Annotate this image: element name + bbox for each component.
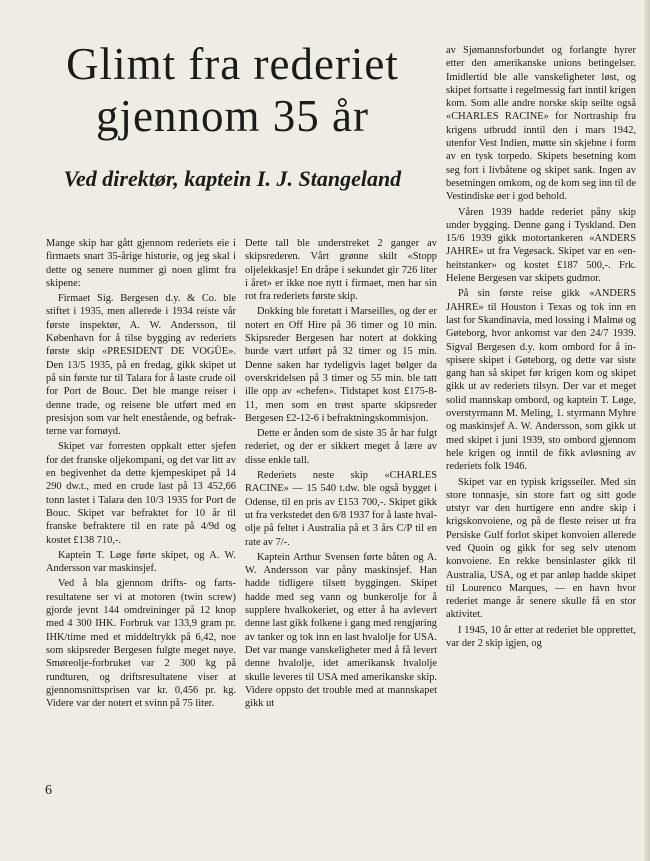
paragraph: Mange skip har gått gjennom rederiets eie i firmaets snart 35-årige historie, og jeg skal i dette og senere nummer gi noen glimt fra skipene:	[46, 238, 236, 289]
paragraph: Skipet var en typisk krigsseiler. Med sin store tonnasje, sin store fart og sitt gode utstyr var den hurtigere enn andre skip i krigskonvoiene, og på de fleste reiser ut fra Persiske Gulf forlot skipet konvoien allerede ved Quoin og gikk for seg selv utenom konvoiene. En rekke bensinlaster gikk til Australia, USA, og et par anløp hadde skipet til Lourenco Marques, — en havn hvor rederiet mange år senere skulle få en stor aktivitet.	[446, 476, 636, 621]
page-number: 6	[45, 783, 52, 798]
binding-edge	[644, 0, 650, 861]
article-title: Glimt fra rederiet gjennom 35 år	[66, 39, 399, 141]
paragraph: Skipet var forresten oppkalt etter sjefen for det franske oljekompani, og det var litt av en begivenhet da dette kjempeskipet på 14 290 dw.t., med en crude last på 13 452,66 tonn lastet i Talara den 10/3 1935 for Port de Bouc. Skipet var befraktet for 10 år til franske befraktere til en rate på 4/9d og kostet £138 710,-.	[46, 441, 236, 546]
paragraph: Våren 1939 hadde rederiet påny skip under bygging. Denne gang i Tyskland. Den 15/6 1939 gikk motortankeren «ANDERS JAHRE» ut fra Vegesack. Skipet var en «enheitstanker» og kostet £187 500,-. Frk. Helene Bergesen var skipets gudmor.	[446, 206, 636, 285]
paragraph: Rederiets neste skip «CHARLES RACINE» — 15 540 t.dw. ble også bygget i Odense, til en pris av £153 700,-. Skipet gikk ut fra verkstedet den 6/8 1937 for å laste hvalolje på feltet i Australia på et 3 års C/P til en rate av 7/-.	[245, 470, 437, 548]
paragraph: Kaptein Arthur Svensen førte båten og A. W. Andersson var påny maskinsjef. Han hadde tidligere tilsett byggingen. Skipet hadde med seg vann og bunkerolje for å supplere hvalkokeriet, og etter å ha avlevert denne last gikk folkene i gang med rengjøring av tanker og tok inn en last hvalolje for USA. Det var mange vanskeligheter med å få levert denne hvalolje, idet amerikansk hvalolje skulle leveres til USA med amerikanske skip. Videre oppsto det trouble med at mannskapet gikk ut	[245, 551, 437, 710]
paragraph: av Sjømannsforbundet og forlangte hyrer etter den amerikanske unions betingelser. Imidlertid ble alle vanskeligheter løst, og skipet fortsatte i regelmessig fart inntil krigen kom. Som alle andre norske skip seilte også «CHARLES RACINE» for Nortraship fra krigens utbrudd inntil den i mars 1942, utenfor Vest Indien, møtte sin skjebne i form av en tysk torpedo. Skipets besetning kom seg fort i livbåtene og skipet sank. Ingen av besetningen omkom, og de kom seg inn til de Vestindiske øer i god behold.	[446, 45, 636, 203]
paragraph: Firmaet Sig. Bergesen d.y. & Co. ble stiftet i 1935, men allerede i 1934 reiste vår første inspektør, A. W. Andersson, til København for å tilse bygging av rederiets første skip «PRESIDENT DE VOGÜE». Den 13/5 1935, på en fredag, gikk skipet ut på sin første tur til Talara for å laste crude oil for Port de Bouc. Det ble mange reiser i denne trade, og reisene ble utført med en presisjon som var helt enestående, og befrakterne var fornøyd.	[46, 293, 236, 438]
paragraph: Dette tall ble understreket 2 ganger av skipsrederen. Vårt grønne skilt «Stopp oljelekkasje! En dråpe i sekundet gir 726 liter i året» er ikke noe nytt i firmaet, men har sin rot fra rederiets første skip.	[245, 238, 437, 303]
text-column-1	[46, 237, 236, 712]
paragraph: I 1945, 10 år etter at rederiet ble opprettet, var der 2 skip igjen, og	[446, 624, 636, 650]
text-column-3	[446, 44, 636, 652]
text-column-2	[245, 237, 437, 712]
paragraph: Kaptein T. Løge førte skipet, og A. W. Andersson var maskinsjef.	[46, 549, 236, 575]
paragraph: Ved å bla gjennom drifts- og fartsresultatene ser vi at motoren (twin screw) gjorde jevnt 144 omdreininger på 12 knop med 4 300 IHK. Forbruk var 133,9 gram pr. IHK/time med et middeltrykk på 6,42, noe som skipsreder Bergesen fulgte meget nøye. Smøreolje-forbruket var 2 300 kg på rundturen, og driftsresultatene viser at gjennomsnittsprisen var kr. 0,456 pr. kg. Videre var der notert et svinn på 75 liter.	[46, 578, 236, 710]
article-byline: Ved direktør, kaptein I. J. Stangeland	[63, 166, 402, 191]
paragraph: På sin første reise gikk «ANDERS JAHRE» til Houston i Texas og tok inn en last for Skandinavia, med lossing i Malmø og Gøteborg, hvor ankomst var den 24/7 1939. Sigval Bergesen d.y. kom ombord for å inspisere skipet i Gøteborg, og dette var siste gang han så skipet før krigen kom og skipet gikk ut av rederiets tilsyn. Der var et meget solid mannskap ombord, og kaptein T. Løge, overstyrmann M. Meling, 1. styrmann Myhre og maskinsjef A. W. Andersson, som gikk ut med skipet i juni 1939, sto ombord gjennom hele krigen og inntil de fikk avløsning av rederiets folk 1946.	[446, 288, 636, 473]
paragraph: Dokking ble foretatt i Marseilles, og der er notert en Off Hire på 36 timer og 10 min. Skipsreder Bergesen har notert at dokking burde vært utført på 32 timer og 15 min. Denne saken har tydeligvis laget bølger da overskridelsen på 3 timer og 55 min. ble tatt ille opp av «chefen». Tidstapet kost £175-8-11, men som en trøst sparte skipsreder Bergesen £2-12-6 i befraktningskommisjon.	[245, 306, 437, 424]
paragraph: Dette er ånden som de siste 35 år har fulgt rederiet, og der er sikkert meget å lære av disse enkle tall.	[245, 428, 437, 466]
